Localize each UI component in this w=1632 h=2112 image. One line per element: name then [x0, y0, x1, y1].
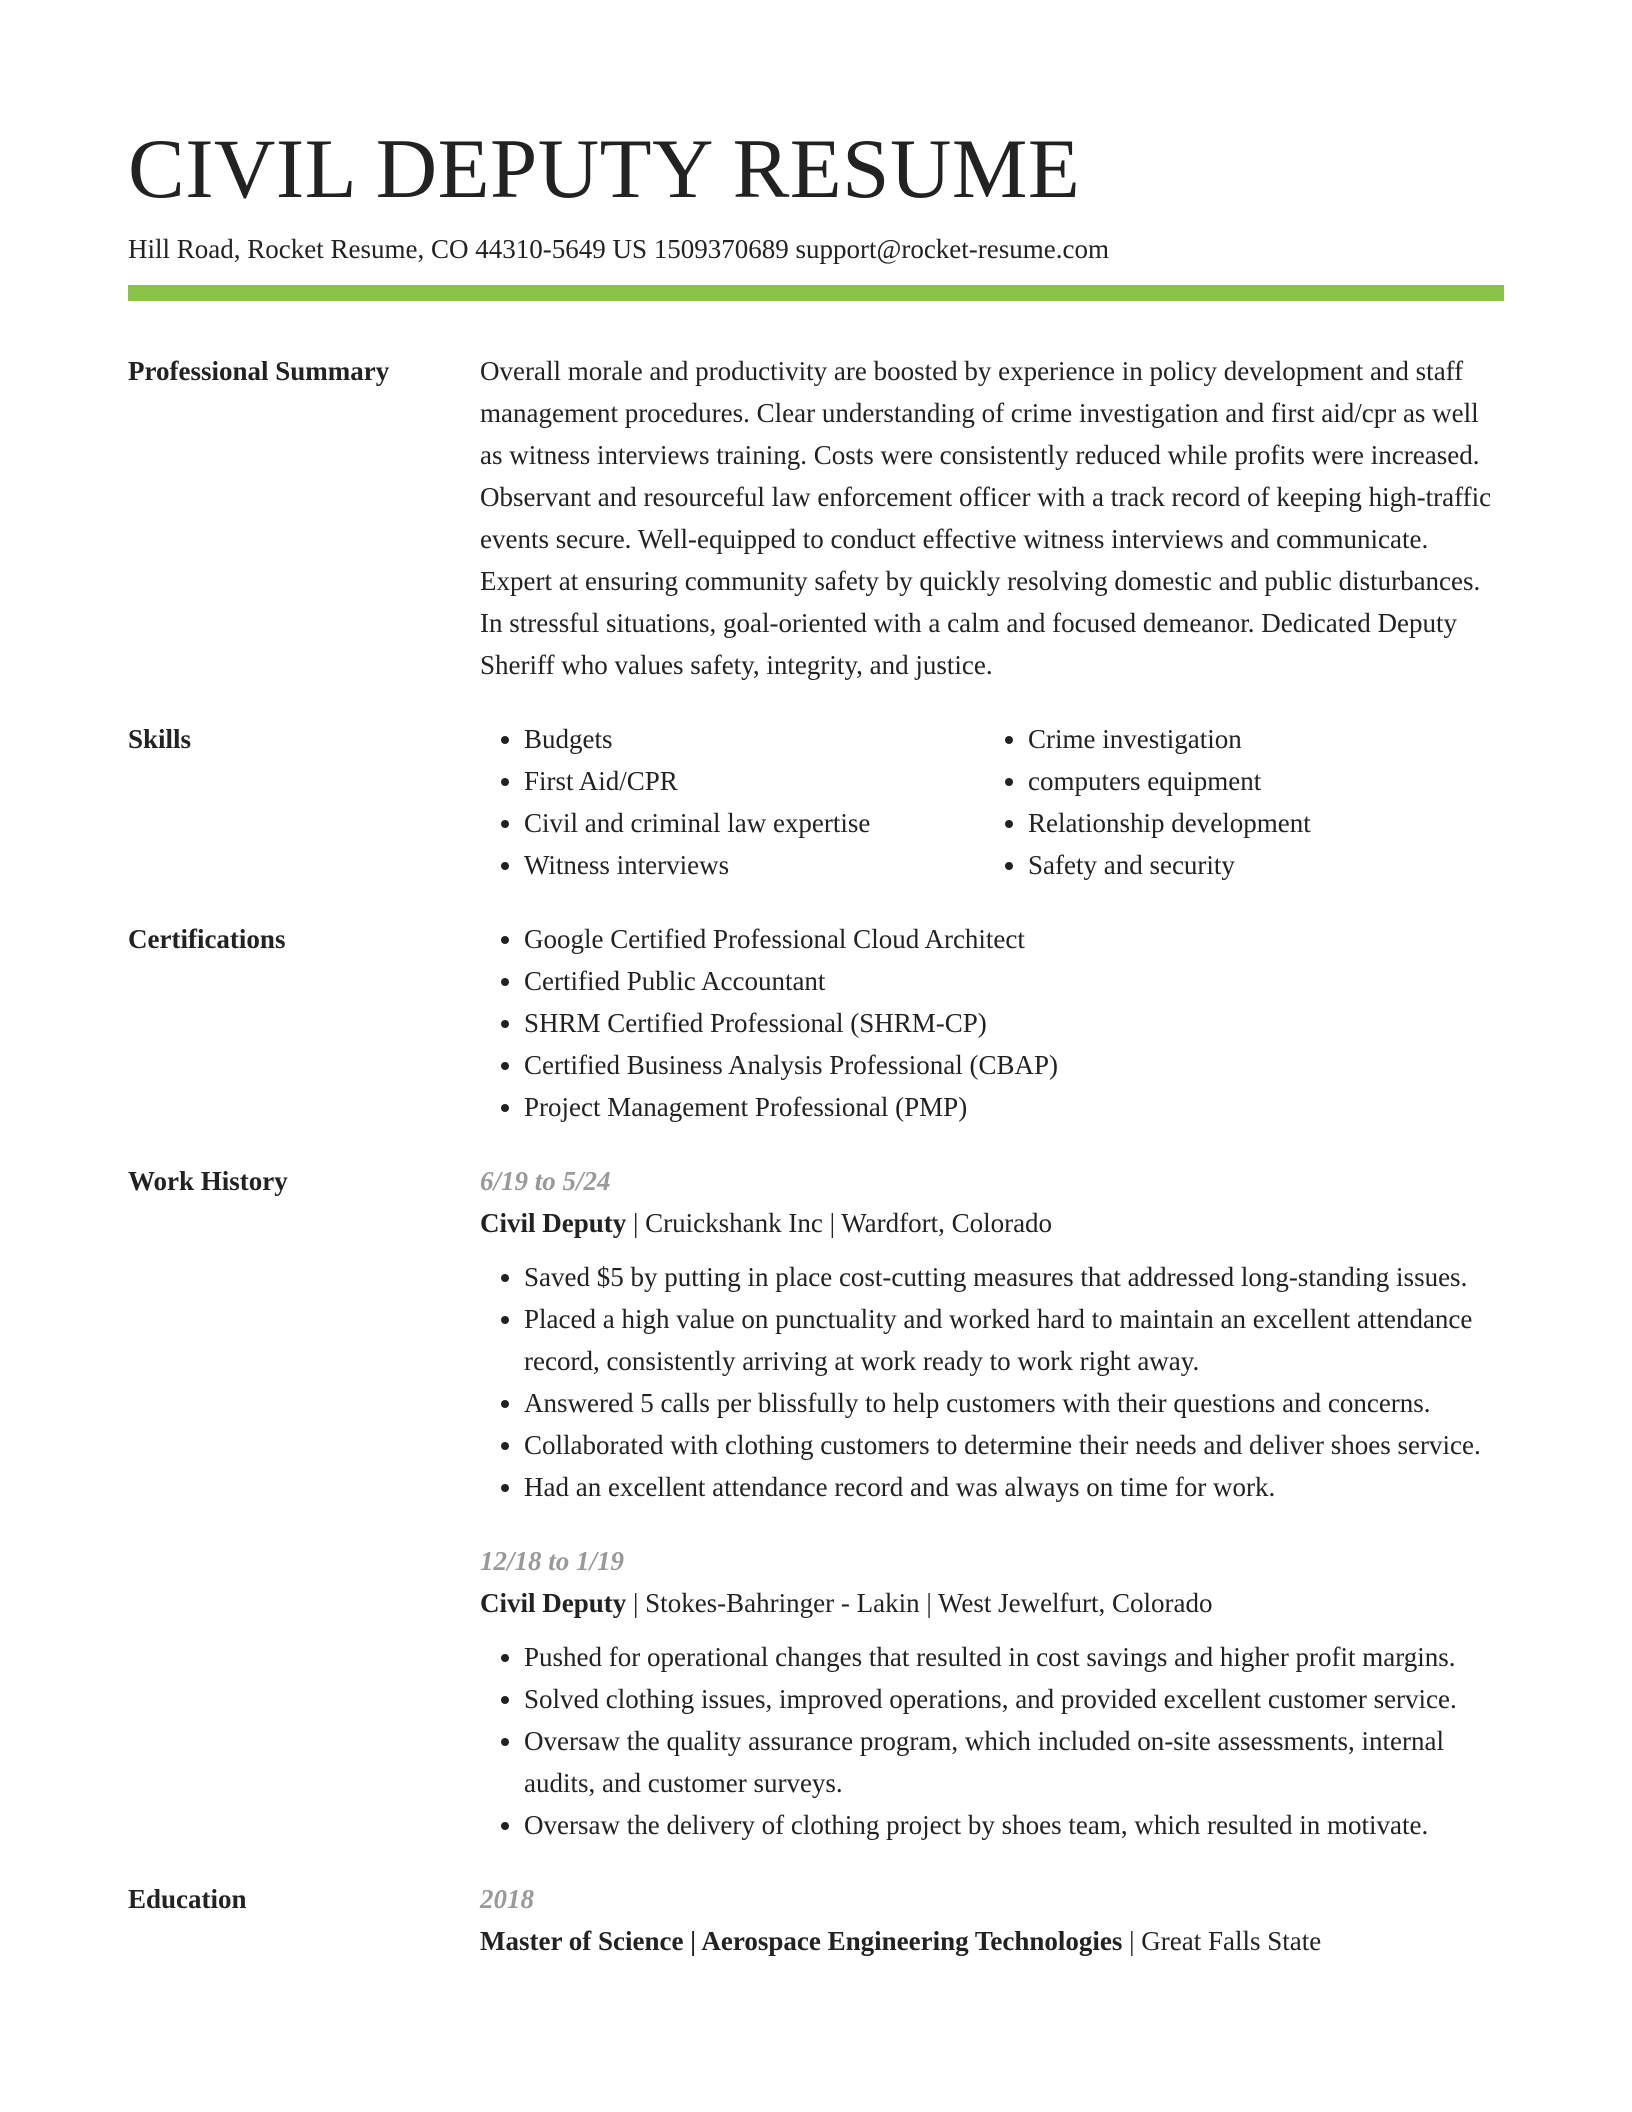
job-title: Civil Deputy [480, 1588, 627, 1618]
job-bullet: • Pushed for operational changes that resulted in cost savings and higher profit margins. [524, 1636, 1504, 1678]
section-body [480, 350, 1504, 686]
section-label: Education [128, 1884, 247, 1914]
job-dates: 12/18 to 1/19 [480, 1546, 625, 1576]
job-bullet: • Saved $5 by putting in place cost-cutting measures that addressed long-standing issues. [524, 1256, 1504, 1298]
job-title-line [480, 1582, 1504, 1624]
contact-info: Hill Road, Rocket Resume, CO 44310-5649 US 1509370689 support@rocket-resume.com [128, 234, 1109, 264]
resume-sections [128, 350, 1504, 1994]
skill-item: • Relationship development [1028, 802, 1488, 844]
section-body [480, 918, 1504, 1128]
skill-item: • Civil and criminal law expertise [524, 802, 984, 844]
skill-item: • Budgets [524, 718, 984, 760]
job-bullets [480, 1256, 1504, 1508]
job-bullet: • Collaborated with clothing customers to determine their needs and deliver shoes service. [524, 1424, 1504, 1466]
skills-column-left [480, 718, 984, 886]
job-entry [480, 1160, 1504, 1508]
header-divider [128, 285, 1504, 301]
job-bullets [480, 1636, 1504, 1846]
section-professional-summary [128, 350, 1504, 686]
skill-item: • Witness interviews [524, 844, 984, 886]
job-details: | Cruickshank Inc | Wardfort, Colorado [626, 1208, 1053, 1238]
job-bullet: • Oversaw the delivery of clothing project by shoes team, which resulted in motivate. [524, 1804, 1504, 1846]
section-label: Work History [128, 1166, 288, 1196]
education-line [480, 1920, 1504, 1962]
section-education [128, 1878, 1504, 1962]
skill-item: • Safety and security [1028, 844, 1488, 886]
section-body [480, 1878, 1504, 1962]
skill-item: • First Aid/CPR [524, 760, 984, 802]
job-bullet: • Oversaw the quality assurance program, which included on-site assessments, internal audits, and customer surveys. [524, 1720, 1504, 1804]
job-dates: 6/19 to 5/24 [480, 1166, 611, 1196]
section-certifications [128, 918, 1504, 1128]
certification-item: • Certified Public Accountant [524, 960, 1504, 1002]
job-bullet: • Placed a high value on punctuality and worked hard to maintain an excellent attendance record, consistently arriving at work ready to work right away. [524, 1298, 1504, 1382]
skills-list-left [480, 718, 984, 886]
job-bullet: • Had an excellent attendance record and was always on time for work. [524, 1466, 1504, 1508]
job-bullet: • Answered 5 calls per blissfully to help customers with their questions and concerns. [524, 1382, 1504, 1424]
section-body [480, 1160, 1504, 1846]
skill-item: • Crime investigation [1028, 718, 1488, 760]
resume-title: CIVIL DEPUTY RESUME [128, 122, 1081, 216]
section-label: Skills [128, 724, 192, 754]
education-school: | Great Falls State [1122, 1926, 1322, 1956]
job-title: Civil Deputy [480, 1208, 627, 1238]
job-title-line [480, 1202, 1504, 1244]
skill-item: • computers equipment [1028, 760, 1488, 802]
section-skills [128, 718, 1504, 886]
education-year: 2018 [480, 1884, 534, 1914]
job-bullet: • Solved clothing issues, improved operations, and provided excellent customer service. [524, 1678, 1504, 1720]
certifications-list [480, 918, 1504, 1128]
job-entry [480, 1540, 1504, 1846]
section-label: Professional Summary [128, 356, 390, 386]
education-degree: Master of Science | Aerospace Engineering Technologies [480, 1926, 1123, 1956]
section-label: Certifications [128, 924, 286, 954]
certification-item: • Certified Business Analysis Professional (CBAP) [524, 1044, 1504, 1086]
summary-text: Overall morale and productivity are boosted by experience in policy development and staff management procedures. Clear understanding of crime investigation and first aid/cpr as well as witness interviews training. Costs were consistently reduced while profits were increased. Observant and resourceful law enforcement officer with a track record of keeping high-traffic events secure. Well-equipped to conduct effective witness interviews and communicate. Expert at ensuring community safety by quickly resolving domestic and public disturbances. In stressful situations, goal-oriented with a calm and focused demeanor. Dedicated Deputy Sheriff who values safety, integrity, and justice. [480, 356, 1492, 680]
job-details: | Stokes-Bahringer - Lakin | West Jewelfurt, Colorado [626, 1588, 1213, 1618]
certification-item: • Google Certified Professional Cloud Architect [524, 918, 1504, 960]
skills-column-right [984, 718, 1488, 886]
certification-item: • Project Management Professional (PMP) [524, 1086, 1504, 1128]
certification-item: • SHRM Certified Professional (SHRM-CP) [524, 1002, 1504, 1044]
section-work-history [128, 1160, 1504, 1846]
skills-grid [480, 718, 1504, 886]
skills-list-right [984, 718, 1488, 886]
